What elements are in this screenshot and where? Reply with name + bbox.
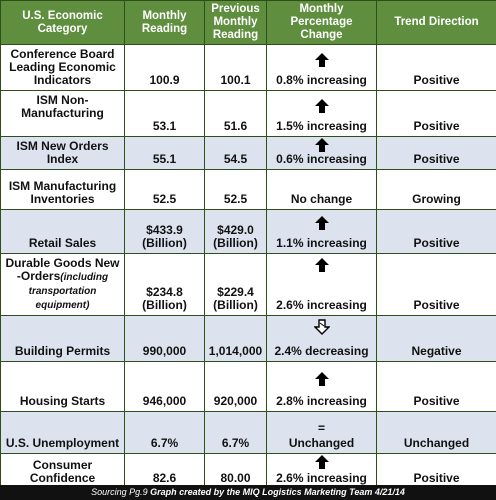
- source-footer: [0, 485, 496, 500]
- row-category: Retail Sales: [1, 210, 125, 254]
- row-pct: [267, 254, 377, 316]
- header-trend: Trend Direction: [377, 1, 496, 45]
- row-monthly: 100.9: [125, 45, 205, 91]
- row-pct: [267, 170, 377, 210]
- row-trend: Positive: [377, 362, 496, 412]
- table-header-row: [1, 1, 496, 45]
- row-trend: Positive: [377, 137, 496, 170]
- row-pct-text: 0.6% increasing: [276, 152, 367, 166]
- row-pct: [267, 362, 377, 412]
- row-category-main: Durable Goods New -Orders: [5, 256, 120, 283]
- header-pct-change: Monthly Percentage Change: [267, 1, 377, 45]
- row-previous: $429.0 (Billion): [205, 210, 267, 254]
- row-previous: 52.5: [205, 170, 267, 210]
- row-monthly: 990,000: [125, 316, 205, 362]
- table-row: [1, 137, 496, 170]
- row-category: [1, 254, 125, 316]
- up-arrow-icon: [314, 371, 330, 387]
- row-monthly: 55.1: [125, 137, 205, 170]
- row-previous: 920,000: [205, 362, 267, 412]
- row-previous: 80.00: [205, 454, 267, 489]
- up-arrow-icon: [314, 98, 330, 114]
- table-row: [1, 454, 496, 489]
- row-previous: 54.5: [205, 137, 267, 170]
- footer-credit: Graph created by the MIQ Logistics Marketing Team 4/21/14: [150, 487, 405, 497]
- footer-source: Sourcing Pg.9: [91, 487, 151, 497]
- up-arrow-icon: [314, 215, 330, 231]
- row-trend: Positive: [377, 45, 496, 91]
- row-pct: [267, 91, 377, 137]
- row-pct-text: 1.5% increasing: [276, 119, 367, 133]
- table-row: [1, 254, 496, 316]
- table-row: [1, 412, 496, 454]
- row-pct-text: 2.8% increasing: [276, 394, 367, 408]
- up-arrow-icon: [314, 52, 330, 68]
- table-row: [1, 170, 496, 210]
- row-monthly: 52.5: [125, 170, 205, 210]
- row-trend: Positive: [377, 454, 496, 489]
- up-arrow-icon: [314, 257, 330, 273]
- row-previous: 1,014,000: [205, 316, 267, 362]
- table-row: [1, 210, 496, 254]
- row-monthly: 82.6: [125, 454, 205, 489]
- row-monthly: 6.7%: [125, 412, 205, 454]
- row-previous: $229.4 (Billion): [205, 254, 267, 316]
- row-category: Conference Board Leading Economic Indicators: [1, 45, 125, 91]
- table-row: [1, 91, 496, 137]
- row-pct: [267, 137, 377, 170]
- row-monthly: 53.1: [125, 91, 205, 137]
- up-arrow-icon: [314, 137, 330, 153]
- row-pct: [267, 454, 377, 489]
- down-arrow-outline-icon: [314, 319, 330, 335]
- row-pct: [267, 412, 377, 454]
- row-pct-text: 2.4% decreasing: [274, 344, 369, 358]
- row-category: Consumer Confidence: [1, 454, 125, 489]
- row-category: U.S. Unemployment: [1, 412, 125, 454]
- row-pct-text: 2.6% increasing: [276, 298, 367, 312]
- row-pct-text: No change: [290, 192, 353, 206]
- row-trend: Unchanged: [377, 412, 496, 454]
- row-category: ISM Non-Manufacturing: [1, 91, 125, 137]
- table-row: [1, 362, 496, 412]
- row-pct: [267, 210, 377, 254]
- row-pct: [267, 45, 377, 91]
- row-monthly: 946,000: [125, 362, 205, 412]
- row-monthly: $234.8 (Billion): [125, 254, 205, 316]
- header-previous: Previous Monthly Reading: [205, 1, 267, 45]
- row-trend: Growing: [377, 170, 496, 210]
- row-category: ISM Manufacturing Inventories: [1, 170, 125, 210]
- table-row: [1, 45, 496, 91]
- table-row: [1, 316, 496, 362]
- row-monthly: $433.9 (Billion): [125, 210, 205, 254]
- header-category: U.S. Economic Category: [1, 1, 125, 45]
- row-trend: Negative: [377, 316, 496, 362]
- row-pct-text: Unchanged: [288, 436, 355, 450]
- row-previous: 6.7%: [205, 412, 267, 454]
- row-trend: Positive: [377, 210, 496, 254]
- row-pct-text: 1.1% increasing: [276, 236, 367, 250]
- header-monthly: Monthly Reading: [125, 1, 205, 45]
- row-category: ISM New Orders Index: [1, 137, 125, 170]
- row-previous: 100.1: [205, 45, 267, 91]
- row-trend: Positive: [377, 91, 496, 137]
- row-trend: Positive: [377, 254, 496, 316]
- row-category: Building Permits: [1, 316, 125, 362]
- row-category: Housing Starts: [1, 362, 125, 412]
- row-pct-text: 0.8% increasing: [276, 73, 367, 87]
- row-pct-text: 2.6% increasing: [276, 471, 367, 485]
- up-arrow-icon: [314, 454, 330, 470]
- row-pct: [267, 316, 377, 362]
- equal-sign-icon: =: [317, 421, 325, 435]
- row-category-sub: (including transportation equipment): [28, 272, 109, 311]
- row-previous: 51.6: [205, 91, 267, 137]
